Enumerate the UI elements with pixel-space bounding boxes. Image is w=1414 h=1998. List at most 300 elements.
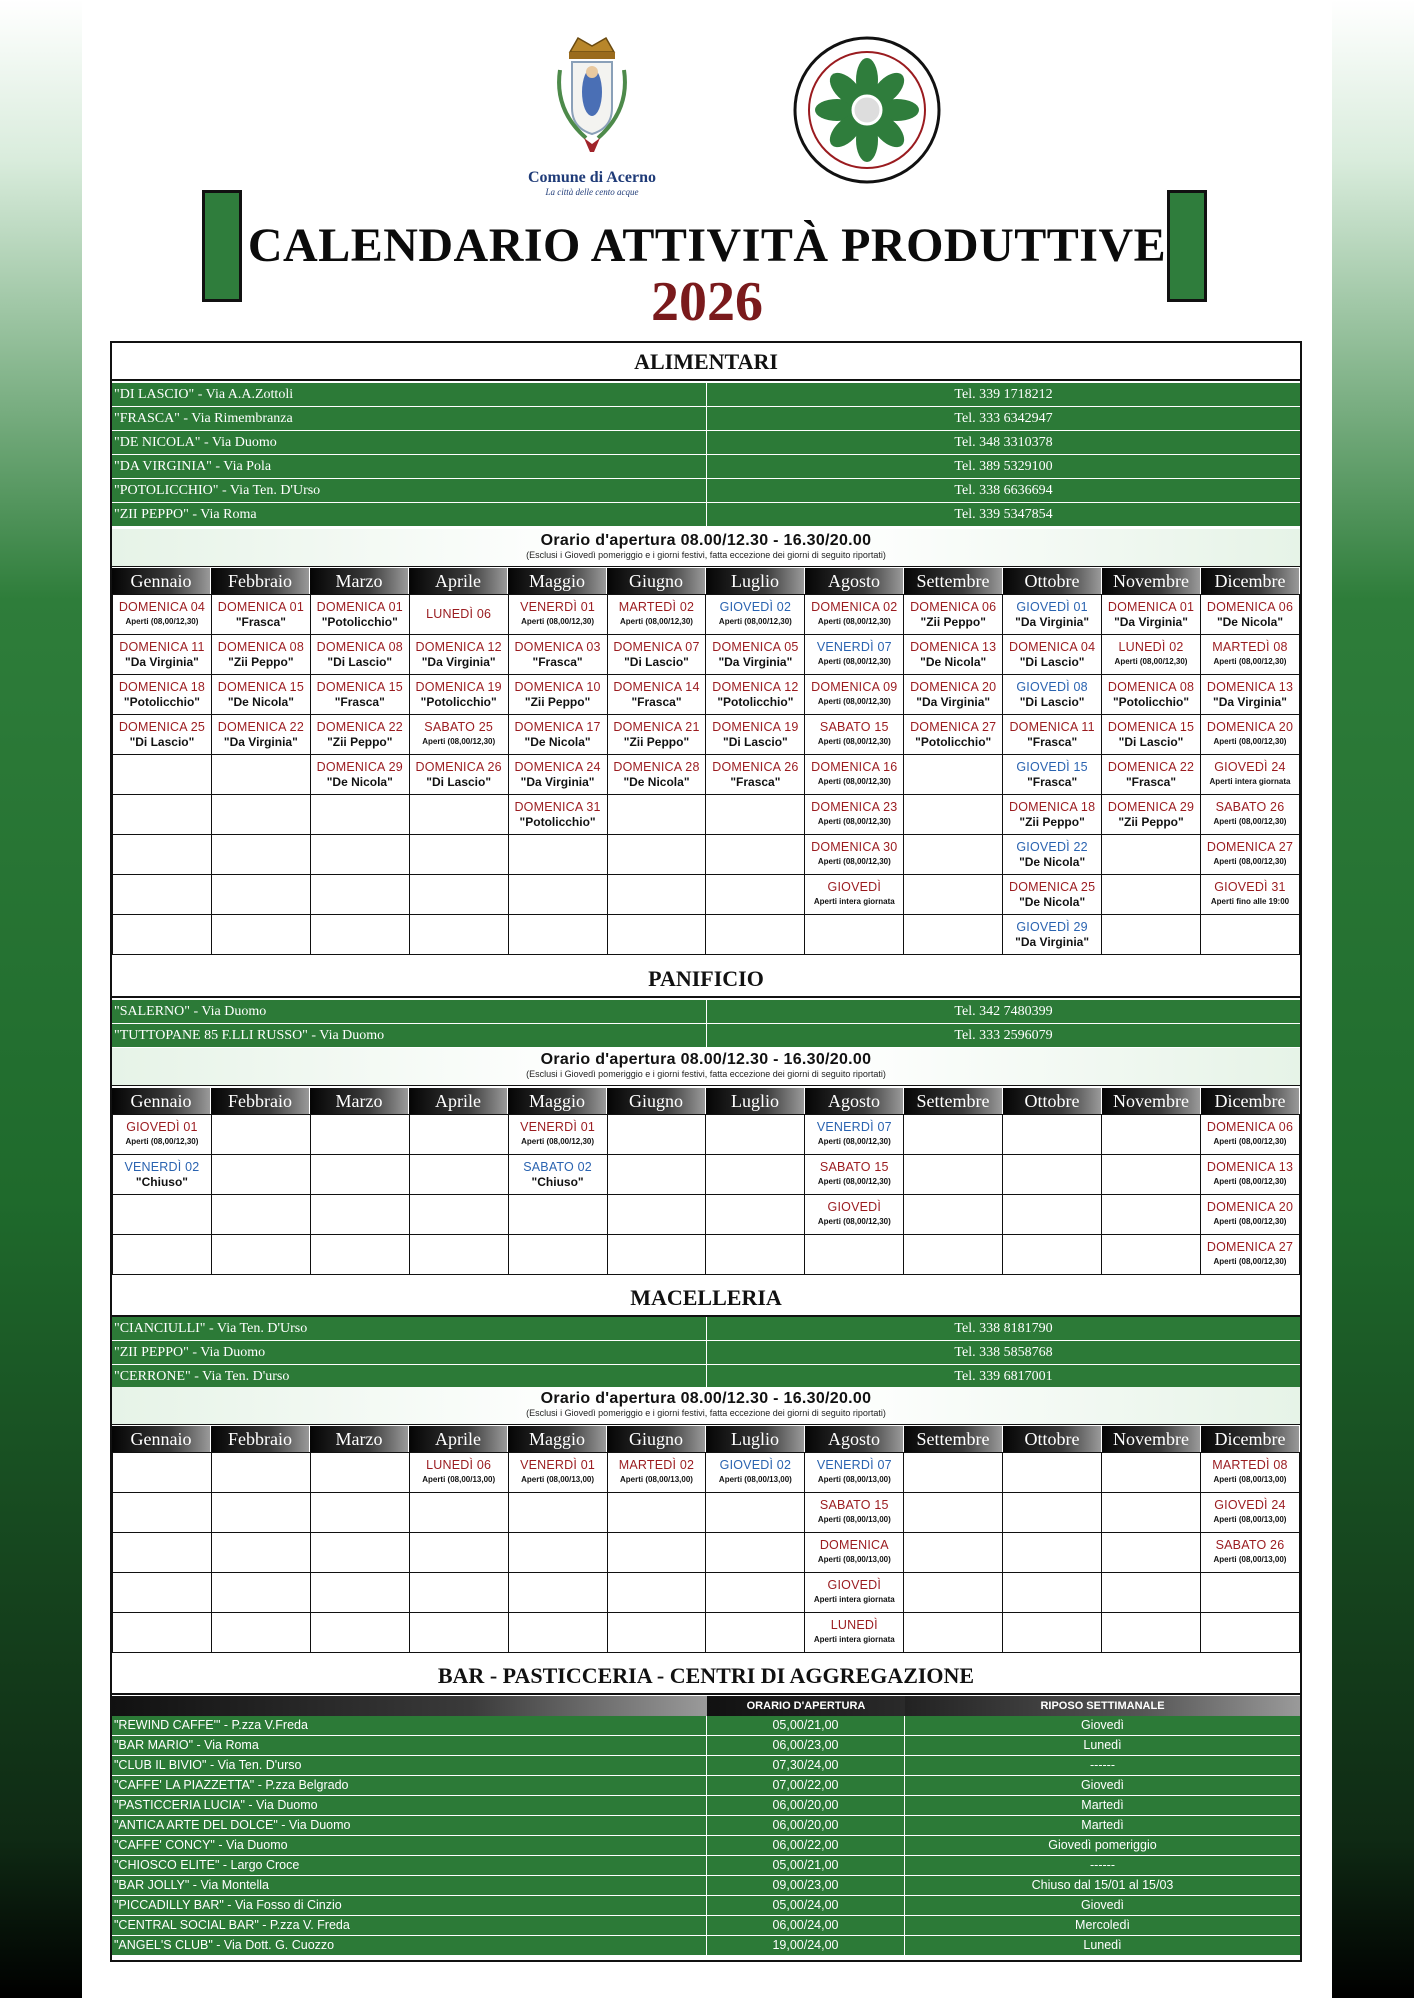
- month-header-marzo: Marzo: [310, 568, 409, 594]
- calendar-cell: [904, 1533, 1003, 1573]
- calendar-day: DOMENICA 08: [217, 639, 304, 654]
- calendar-day: SABATO 02: [523, 1159, 592, 1174]
- calendar-cell: [113, 755, 212, 795]
- bar-name: "ANTICA ARTE DEL DOLCE" - Via Duomo: [112, 1816, 707, 1835]
- calendar-cell: [1200, 715, 1299, 755]
- shop-on-duty: "Frasca": [334, 694, 385, 709]
- calendar-cell: [310, 875, 409, 915]
- calendar-cell: [211, 1195, 310, 1235]
- shop-row: [112, 1341, 1300, 1365]
- bar-name: "ANGEL'S CLUB" - Via Dott. G. Cuozzo: [112, 1936, 707, 1955]
- bar-row: [112, 1936, 1300, 1956]
- calendar-day: DOMENICA 13: [910, 639, 997, 654]
- bar-row: [112, 1856, 1300, 1876]
- opening-note: Aperti (08,00/12,30): [1213, 657, 1287, 666]
- calendar-cell: [805, 1235, 904, 1275]
- bar-name: "REWIND CAFFE'" - P.zza V.Freda: [112, 1716, 707, 1735]
- shop-name: "FRASCA" - Via Rimembranza: [114, 411, 293, 426]
- opening-note: Aperti intera giornata: [813, 1595, 895, 1604]
- calendar-cell: [113, 1613, 212, 1653]
- calendar-cell: [211, 595, 310, 635]
- calendar-cell: [1200, 795, 1299, 835]
- calendar-cell: [607, 1195, 706, 1235]
- shop-on-duty: "De Nicola": [920, 654, 987, 669]
- month-header-agosto: Agosto: [805, 568, 904, 594]
- calendar-cell: [607, 715, 706, 755]
- calendar-day: DOMENICA 25: [118, 719, 206, 734]
- calendar-day: GIOVEDÌ 01: [126, 1120, 198, 1134]
- calendar-cell: [409, 715, 508, 755]
- calendar-cell: [607, 635, 706, 675]
- opening-note: Aperti (08,00/12,30): [817, 1177, 891, 1186]
- section-bar-heading: BAR - PASTICCERIA - CENTRI DI AGGREGAZIONE: [112, 1657, 1300, 1695]
- bar-rest-day: Giovedì pomeriggio: [1048, 1838, 1157, 1852]
- calendar-cell: [805, 595, 904, 635]
- bar-hours: 05,00/21,00: [707, 1716, 905, 1735]
- shop-on-duty: "Da Virginia": [125, 654, 199, 669]
- bar-hours: 09,00/23,00: [707, 1876, 905, 1895]
- calendar-cell: [211, 1493, 310, 1533]
- bar-hours: 05,00/21,00: [707, 1856, 905, 1875]
- shop-on-duty: "Da Virginia": [223, 734, 298, 749]
- opening-note: Aperti (08,00/12,30): [521, 1137, 595, 1146]
- opening-note: Aperti (08,00/13,00): [817, 1515, 891, 1524]
- calendar-cell: [1003, 915, 1102, 955]
- calendar-cell: [1102, 1155, 1201, 1195]
- calendar-day: DOMENICA 01: [316, 599, 403, 614]
- calendar-cell: [508, 1613, 607, 1653]
- calendar-cell: [508, 915, 607, 955]
- calendar-cell: [904, 1115, 1003, 1155]
- calendar-day: DOMENICA 15: [316, 679, 403, 694]
- bar-name: "CHIOSCO ELITE" - Largo Croce: [112, 1856, 707, 1875]
- calendar-cell: [805, 1155, 904, 1195]
- calendar-cell: [607, 795, 706, 835]
- month-header-giugno: Giugno: [607, 1426, 706, 1452]
- calendar-cell: [1102, 875, 1201, 915]
- calendar-cell: [211, 715, 310, 755]
- calendar-day: DOMENICA 24: [514, 759, 601, 774]
- calendar-cell: [607, 1493, 706, 1533]
- calendar-day: DOMENICA 01: [1107, 599, 1195, 614]
- opening-note: Aperti (08,00/12,30): [1213, 817, 1287, 826]
- calendar-row: [113, 1235, 1300, 1275]
- calendar-day: DOMENICA 08: [1107, 679, 1195, 694]
- calendar-day: DOMENICA 30: [811, 840, 898, 854]
- calendar-cell: [904, 1195, 1003, 1235]
- calendar-day: DOMENICA 12: [712, 679, 799, 694]
- calendar-cell: [904, 635, 1003, 675]
- bar-name: "PASTICCERIA LUCIA" - Via Duomo: [112, 1796, 707, 1815]
- calendar-day: DOMENICA 09: [811, 680, 898, 694]
- calendar-cell: [904, 755, 1003, 795]
- bar-rest-day: Giovedì: [1080, 1718, 1125, 1732]
- shop-on-duty: "Da Virginia": [1213, 694, 1287, 709]
- hours-title: Orario d'apertura 08.00/12.30 - 16.30/20.00: [540, 532, 872, 549]
- calendar-cell: [1003, 1533, 1102, 1573]
- calendar-day: SABATO 26: [1215, 800, 1285, 814]
- shop-phone: Tel. 338 6636694: [954, 483, 1053, 498]
- shop-on-duty: "Frasca": [631, 694, 682, 709]
- calendar-cell: [607, 875, 706, 915]
- calendar-cell: [113, 675, 212, 715]
- calendar-cell: [113, 915, 212, 955]
- calendar-cell: [310, 595, 409, 635]
- opening-note: Aperti (08,00/12,30): [422, 737, 496, 746]
- calendar-cell: [1200, 1533, 1299, 1573]
- section-macelleria-heading: MACELLERIA: [112, 1279, 1300, 1317]
- section-alimentari-heading: ALIMENTARI: [112, 343, 1300, 381]
- calendar-cell: [1200, 1573, 1299, 1613]
- shop-on-duty: "Chiuso": [531, 1174, 584, 1189]
- calendar-cell: [904, 675, 1003, 715]
- calendar-cell: [706, 795, 805, 835]
- calendar-cell: [310, 715, 409, 755]
- calendar-day: LUNEDÌ 02: [1118, 640, 1184, 654]
- calendar-day: DOMENICA 18: [1008, 799, 1096, 814]
- shop-on-duty: "Potolicchio": [123, 694, 200, 709]
- calendar-row: [113, 715, 1300, 755]
- calendar-day: DOMENICA 06: [1206, 599, 1294, 614]
- month-header-settembre: Settembre: [904, 1088, 1003, 1114]
- calendar-cell: [508, 1493, 607, 1533]
- calendar-cell: [706, 1453, 805, 1493]
- hours-note: (Esclusi i Giovedì pomeriggio e i giorni festivi, fatta eccezione dei giorni di seguito riportati): [526, 1408, 886, 1418]
- month-header-giugno: Giugno: [607, 1088, 706, 1114]
- calendar-cell: [310, 1453, 409, 1493]
- calendar-row: [113, 675, 1300, 715]
- calendar-day: LUNEDÌ 06: [426, 607, 492, 621]
- shop-row: [112, 479, 1300, 503]
- calendar-cell: [1200, 1235, 1299, 1275]
- calendar-cell: [706, 675, 805, 715]
- bar-row: [112, 1796, 1300, 1816]
- opening-note: Aperti (08,00/12,30): [817, 777, 891, 786]
- calendar-row: [113, 1573, 1300, 1613]
- month-header-gennaio: Gennaio: [112, 1088, 211, 1114]
- bar-rest-day: ------: [1090, 1858, 1115, 1872]
- bar-hours: 05,00/24,00: [707, 1896, 905, 1915]
- calendar-cell: [706, 755, 805, 795]
- opening-note: Aperti (08,00/12,30): [1213, 1177, 1287, 1186]
- calendar-cell: [508, 1155, 607, 1195]
- calendar-cell: [706, 1235, 805, 1275]
- calendar-row: [113, 1155, 1300, 1195]
- opening-note: Aperti (08,00/12,30): [125, 617, 199, 626]
- calendar-cell: [1102, 1115, 1201, 1155]
- calendar-day: DOMENICA 22: [1107, 759, 1195, 774]
- bar-table: [112, 1716, 1300, 1956]
- calendar-cell: [805, 675, 904, 715]
- calendar-cell: [904, 915, 1003, 955]
- calendar-cell: [1200, 595, 1299, 635]
- shop-name: "ZII PEPPO" - Via Roma: [114, 507, 257, 522]
- calendar-day: DOMENICA 27: [910, 719, 997, 734]
- calendar-row: [113, 1195, 1300, 1235]
- shop-on-duty: "Frasca": [1027, 774, 1078, 789]
- shop-on-duty: "Da Virginia": [520, 774, 595, 789]
- calendar-cell: [409, 835, 508, 875]
- calendar-row: [113, 1613, 1300, 1653]
- macelleria-month-header: [112, 1426, 1300, 1452]
- calendar-cell: [706, 1533, 805, 1573]
- calendar-cell: [805, 915, 904, 955]
- opening-note: Aperti intera giornata: [1209, 777, 1291, 786]
- calendar-cell: [607, 1115, 706, 1155]
- shop-phone: Tel. 342 7480399: [954, 1004, 1053, 1019]
- calendar-row: [113, 1115, 1300, 1155]
- calendar-day: DOMENICA 10: [514, 679, 601, 694]
- calendar-day: GIOVEDÌ 29: [1016, 919, 1088, 934]
- calendar-cell: [409, 1115, 508, 1155]
- month-header-novembre: Novembre: [1102, 568, 1201, 594]
- calendar-row: [113, 915, 1300, 955]
- calendar-row: [113, 835, 1300, 875]
- calendar-cell: [113, 1493, 212, 1533]
- calendar-cell: [409, 595, 508, 635]
- hours-title: Orario d'apertura 08.00/12.30 - 16.30/20.00: [540, 1390, 872, 1407]
- calendar-cell: [607, 755, 706, 795]
- calendar-cell: [904, 875, 1003, 915]
- calendar-cell: [1003, 795, 1102, 835]
- calendar-day: GIOVEDÌ 01: [1016, 599, 1088, 614]
- shop-phone: Tel. 389 5329100: [954, 459, 1053, 474]
- calendar-cell: [1003, 715, 1102, 755]
- bar-rest-day: Martedì: [1081, 1798, 1124, 1812]
- opening-note: Aperti (08,00/12,30): [817, 737, 891, 746]
- calendar-day: GIOVEDÌ: [827, 1200, 882, 1214]
- panificio-grid-table: [112, 1114, 1300, 1275]
- calendar-day: SABATO 15: [819, 1498, 889, 1512]
- calendar-cell: [1102, 635, 1201, 675]
- calendar-cell: [409, 755, 508, 795]
- calendar-cell: [805, 1613, 904, 1653]
- calendar-day: VENERDÌ 02: [124, 1159, 200, 1174]
- calendar-page: [82, 0, 1332, 1998]
- calendar-day: DOMENICA 29: [1107, 799, 1195, 814]
- shop-name: "SALERNO" - Via Duomo: [114, 1004, 267, 1019]
- opening-note: Aperti (08,00/13,00): [817, 1475, 891, 1484]
- shop-on-duty: "De Nicola": [1019, 854, 1086, 869]
- calendar-cell: [1102, 1573, 1201, 1613]
- calendar-day: DOMENICA 11: [119, 639, 205, 654]
- shop-on-duty: "De Nicola": [227, 694, 294, 709]
- bar-row: [112, 1736, 1300, 1756]
- calendar-cell: [1102, 915, 1201, 955]
- calendar-day: GIOVEDÌ: [827, 880, 882, 894]
- bar-row: [112, 1876, 1300, 1896]
- calendar-cell: [904, 1155, 1003, 1195]
- shop-on-duty: "De Nicola": [623, 774, 690, 789]
- calendar-cell: [508, 875, 607, 915]
- calendar-cell: [1200, 875, 1299, 915]
- opening-note: Aperti (08,00/12,30): [1213, 1257, 1287, 1266]
- calendar-day: DOMENICA 19: [415, 679, 502, 694]
- bar-rest-day: Martedì: [1081, 1818, 1124, 1832]
- calendar-cell: [211, 755, 310, 795]
- calendar-day: DOMENICA 04: [118, 600, 206, 614]
- shop-phone: Tel. 339 5347854: [954, 507, 1053, 522]
- calendar-cell: [113, 835, 212, 875]
- calendar-cell: [607, 1533, 706, 1573]
- calendar-cell: [1102, 835, 1201, 875]
- calendar-day: VENERDÌ 01: [520, 600, 596, 614]
- calendar-cell: [409, 1195, 508, 1235]
- calendar-day: DOMENICA 26: [712, 759, 799, 774]
- consulta-seal-icon: [792, 35, 942, 185]
- month-header-luglio: Luglio: [706, 1426, 805, 1452]
- month-header-luglio: Luglio: [706, 1088, 805, 1114]
- bar-rest-day: Lunedì: [1083, 1738, 1122, 1752]
- calendar-cell: [1003, 1493, 1102, 1533]
- calendar-cell: [1003, 635, 1102, 675]
- shop-on-duty: "Da Virginia": [1114, 614, 1188, 629]
- calendar-cell: [508, 795, 607, 835]
- shop-row: [112, 455, 1300, 479]
- calendar-day: VENERDÌ 01: [520, 1458, 596, 1472]
- bar-hours: 07,30/24,00: [707, 1756, 905, 1775]
- opening-note: Aperti (08,00/12,30): [620, 617, 693, 626]
- month-header-maggio: Maggio: [508, 568, 607, 594]
- calendar-cell: [1200, 635, 1299, 675]
- calendar-day: DOMENICA 04: [1008, 639, 1096, 654]
- calendar-cell: [310, 1155, 409, 1195]
- shop-on-duty: "Da Virginia": [1015, 614, 1090, 629]
- bar-row: [112, 1816, 1300, 1836]
- bar-hours: 06,00/20,00: [707, 1796, 905, 1815]
- calendar-cell: [706, 1115, 805, 1155]
- calendar-cell: [1003, 1613, 1102, 1653]
- panificio-hours: [112, 1048, 1300, 1086]
- calendar-cell: [113, 795, 212, 835]
- calendar-cell: [409, 1613, 508, 1653]
- consulta-seal: [792, 35, 942, 185]
- shop-name: "CERRONE" - Via Ten. D'urso: [114, 1369, 290, 1384]
- calendar-cell: [310, 1493, 409, 1533]
- macelleria-grid-table: [112, 1452, 1300, 1653]
- calendar-cell: [607, 915, 706, 955]
- calendar-cell: [1102, 1613, 1201, 1653]
- calendar-cell: [508, 635, 607, 675]
- bar-rest-day: ------: [1090, 1758, 1115, 1772]
- shop-name: "ZII PEPPO" - Via Duomo: [114, 1345, 266, 1360]
- calendar-day: DOMENICA 03: [514, 639, 601, 654]
- month-header-gennaio: Gennaio: [112, 1426, 211, 1452]
- calendar-day: SABATO 15: [819, 720, 889, 734]
- calendar-cell: [113, 595, 212, 635]
- bar-hours: 06,00/24,00: [707, 1916, 905, 1935]
- opening-note: Aperti (08,00/12,30): [817, 1217, 891, 1226]
- opening-note: Aperti (08,00/12,30): [1213, 1137, 1287, 1146]
- calendar-day: VENERDÌ 01: [520, 1120, 596, 1134]
- calendar-cell: [113, 1195, 212, 1235]
- calendar-cell: [1003, 595, 1102, 635]
- calendar-cell: [409, 1493, 508, 1533]
- calendar-cell: [113, 1115, 212, 1155]
- macelleria-calendar-grid: [112, 1452, 1300, 1653]
- bar-col-rest-header: RIPOSO SETTIMANALE: [905, 1696, 1300, 1716]
- calendar-day: DOMENICA 20: [1206, 1200, 1294, 1214]
- calendar-cell: [409, 1453, 508, 1493]
- opening-note: Aperti (08,00/12,30): [817, 857, 891, 866]
- shop-on-duty: "Di Lascio": [1019, 654, 1085, 669]
- shop-row: [112, 1000, 1300, 1024]
- calendar-cell: [113, 1533, 212, 1573]
- calendar-cell: [805, 1533, 904, 1573]
- shop-name: "CIANCIULLI" - Via Ten. D'Urso: [114, 1321, 308, 1336]
- calendar-day: DOMENICA 18: [118, 679, 206, 694]
- month-header-novembre: Novembre: [1102, 1426, 1201, 1452]
- calendar-day: GIOVEDÌ 08: [1016, 679, 1088, 694]
- calendar-cell: [409, 1235, 508, 1275]
- opening-note: Aperti (08,00/13,00): [620, 1475, 693, 1484]
- calendar-cell: [607, 1613, 706, 1653]
- calendar-cell: [508, 1195, 607, 1235]
- calendar-day: GIOVEDÌ 15: [1016, 759, 1088, 774]
- calendar-day: GIOVEDÌ 31: [1214, 880, 1286, 894]
- month-header-dicembre: Dicembre: [1201, 568, 1300, 594]
- bar-col-name-header: [112, 1696, 707, 1716]
- calendar-cell: [1003, 875, 1102, 915]
- calendar-day: DOMENICA 08: [316, 639, 403, 654]
- shop-row: [112, 1317, 1300, 1341]
- month-header-febbraio: Febbraio: [211, 1088, 310, 1114]
- opening-note: Aperti (08,00/12,30): [1213, 857, 1287, 866]
- opening-note: Aperti (08,00/12,30): [1213, 1217, 1287, 1226]
- calendar-cell: [310, 795, 409, 835]
- shop-name: "DA VIRGINIA" - Via Pola: [114, 459, 272, 474]
- shop-name: "POTOLICCHIO" - Via Ten. D'Urso: [114, 483, 321, 498]
- shop-on-duty: "Potolicchio": [420, 694, 497, 709]
- month-header-settembre: Settembre: [904, 568, 1003, 594]
- calendar-cell: [607, 1155, 706, 1195]
- comune-logo: [502, 30, 682, 200]
- calendar-cell: [1200, 915, 1299, 955]
- calendar-cell: [1003, 835, 1102, 875]
- shop-phone: Tel. 348 3310378: [954, 435, 1053, 450]
- month-header-marzo: Marzo: [310, 1426, 409, 1452]
- calendar-cell: [310, 835, 409, 875]
- shop-on-duty: "Da Virginia": [1015, 934, 1090, 949]
- shop-row: [112, 407, 1300, 431]
- calendar-cell: [1003, 1573, 1102, 1613]
- calendar-cell: [508, 675, 607, 715]
- shop-phone: Tel. 338 5858768: [954, 1345, 1053, 1360]
- hours-title: Orario d'apertura 08.00/12.30 - 16.30/20.00: [540, 1051, 872, 1068]
- shop-phone: Tel. 333 2596079: [954, 1028, 1053, 1043]
- month-header-ottobre: Ottobre: [1003, 568, 1102, 594]
- calendar-day: GIOVEDÌ 02: [719, 600, 792, 614]
- calendar-cell: [508, 1533, 607, 1573]
- shop-row: [112, 503, 1300, 527]
- calendar-cell: [607, 595, 706, 635]
- shop-on-duty: "Di Lascio": [1019, 694, 1085, 709]
- calendar-day: DOMENICA 20: [910, 679, 997, 694]
- calendar-cell: [310, 1573, 409, 1613]
- shop-on-duty: "Chiuso": [135, 1174, 188, 1189]
- calendar-cell: [1200, 1155, 1299, 1195]
- calendar-cell: [805, 835, 904, 875]
- calendar-cell: [113, 1235, 212, 1275]
- calendar-day: GIOVEDÌ 24: [1214, 760, 1286, 774]
- calendar-cell: [310, 755, 409, 795]
- calendar-cell: [211, 875, 310, 915]
- calendar-cell: [1200, 755, 1299, 795]
- calendar-day: DOMENICA 19: [712, 719, 799, 734]
- calendar-day: DOMENICA 28: [613, 759, 700, 774]
- calendar-day: DOMENICA 05: [712, 639, 799, 654]
- calendar-cell: [805, 1115, 904, 1155]
